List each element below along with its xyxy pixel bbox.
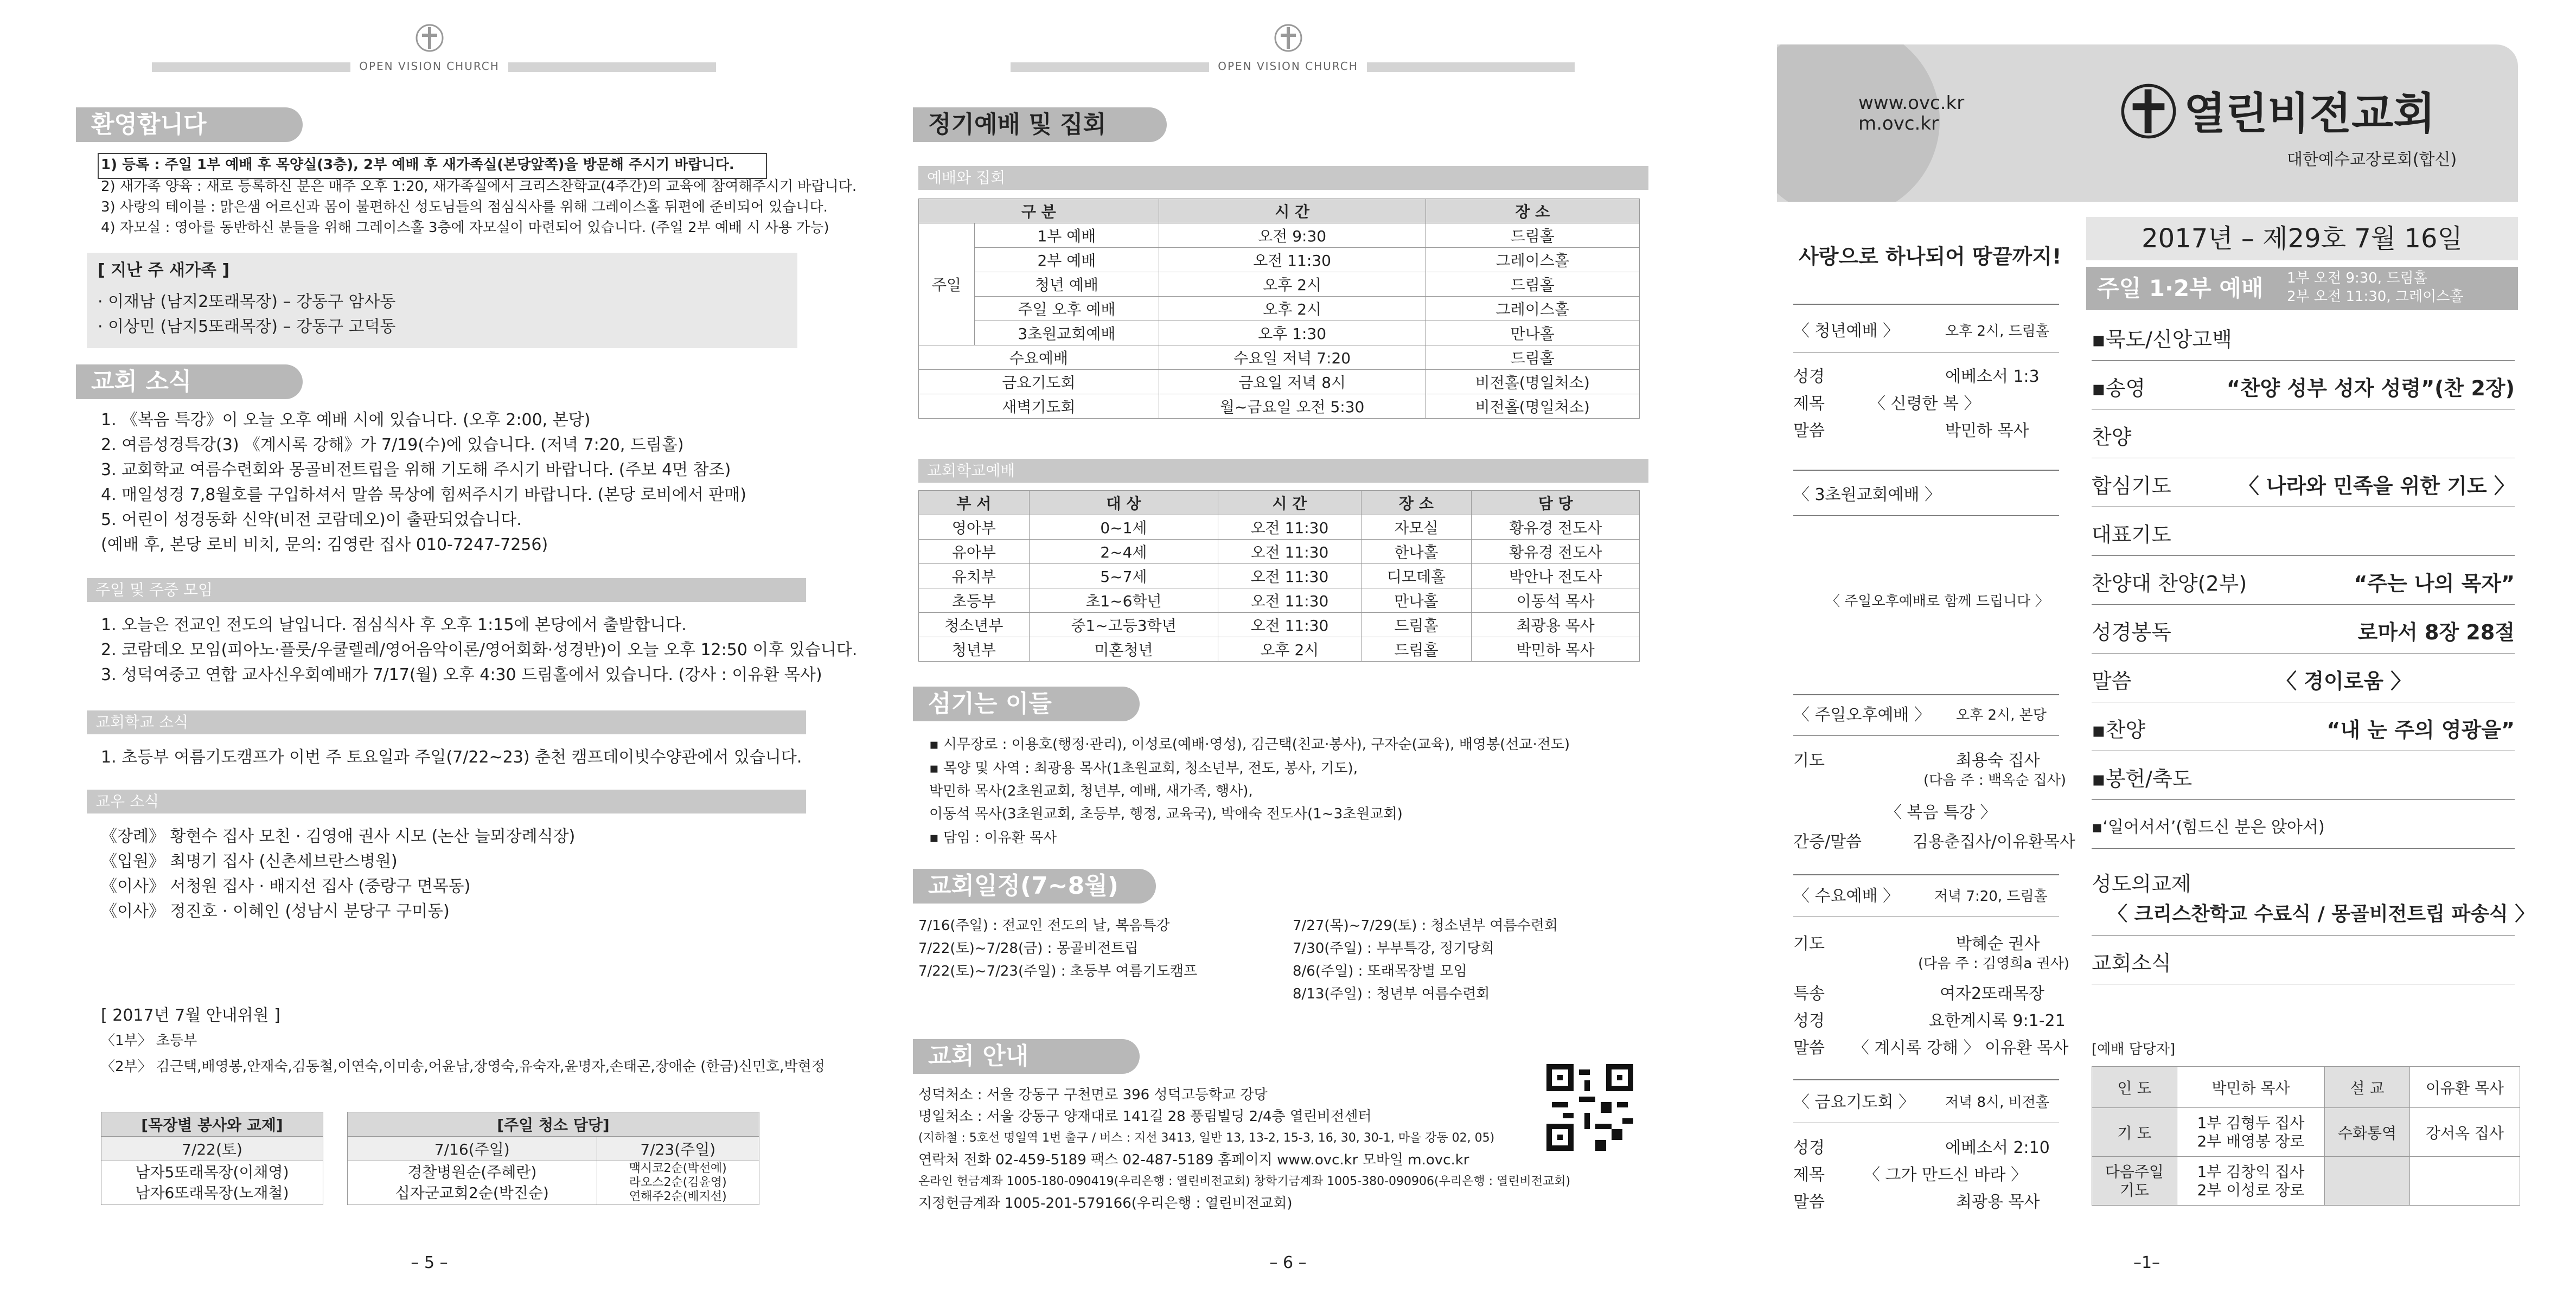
fri-value-1: 에베소서 2:10	[1945, 1138, 2050, 1157]
table-b-col-1: 7/16(주일)	[348, 1137, 597, 1161]
worship-cell: 금요일 저녁 8시	[1159, 370, 1426, 394]
fri-time: 저녁 8시, 비전홀	[1945, 1094, 2050, 1111]
duty-cell: 박민하 목사	[2177, 1067, 2325, 1108]
school-cell: 초1~6학년	[1029, 588, 1218, 613]
member-title: 교우 소식	[87, 790, 806, 813]
wed-prayer-next: (다음 주 : 김영희a 권사)	[1918, 956, 2069, 972]
youth-value-3: 박민하 목사	[1945, 421, 2029, 440]
third-title: 〈 3초원교회예배 〉	[1793, 485, 1941, 504]
school-cell: 황유경 전도사	[1472, 540, 1640, 564]
duty-cell: 1부 김형두 집사 2부 배영봉 장로	[2177, 1108, 2325, 1157]
school-cell: 오전 11:30	[1218, 588, 1361, 613]
school-cell: 디모데홀	[1361, 564, 1472, 588]
school-cell: 0~1세	[1029, 515, 1218, 540]
order-label: 성경봉독	[2092, 620, 2171, 644]
page-6	[859, 0, 1717, 1294]
school-cell: 만나홀	[1361, 588, 1472, 613]
afternoon-time: 오후 2시, 본당	[1956, 707, 2047, 723]
worship-cell: 오전 11:30	[1159, 248, 1426, 272]
school-cell: 박민하 목사	[1472, 637, 1640, 662]
schedule-right-1: 7/27(목)~7/29(토) : 청소년부 여름수련회	[1293, 918, 1558, 934]
worship-cell: 드림홀	[1426, 345, 1640, 370]
school-cell: 5~7세	[1029, 564, 1218, 588]
order-3	[2092, 421, 2515, 453]
worship-sub: 예배와 집회	[918, 166, 1648, 190]
fellowship: 성도의교제	[2092, 872, 2191, 896]
afternoon-testimony: 김용춘집사/이유환목사	[1913, 832, 2075, 851]
sunday-time-2: 2부 오전 11:30, 그레이스홀	[2287, 289, 2464, 305]
schedule-right-2: 7/30(주일) : 부부특강, 정기당회	[1293, 940, 1494, 957]
sunday-3: 3. 성덕여중고 연합 교사신우회예배가 7/17(월) 오후 4:30 드림홀에서 있습니다. (강사 : 이유환 목사)	[101, 665, 822, 684]
school-cell: 박안나 전도사	[1472, 564, 1640, 588]
school-cell: 미혼청년	[1029, 637, 1218, 662]
youth-value-1: 에베소서 1:3	[1945, 367, 2040, 386]
school-cell: 유치부	[919, 564, 1030, 588]
school-cell: 드림홀	[1361, 613, 1472, 637]
school-cell: 드림홀	[1361, 637, 1472, 662]
school-head: 시 간	[1218, 491, 1361, 515]
school-cell: 이동석 목사	[1472, 588, 1640, 613]
worship-cell: 드림홀	[1426, 272, 1640, 297]
church-name: 열린비전교회	[2184, 88, 2436, 139]
page-number-1: –1–	[2133, 1253, 2160, 1272]
duty-cell	[2409, 1157, 2520, 1206]
order-label: 합심기도	[2092, 474, 2171, 498]
order-value: 〈 나라와 민족을 위한 기도 〉	[2238, 474, 2515, 498]
schedule-right-4: 8/13(주일) : 청년부 여름수련회	[1293, 986, 1490, 1002]
table-b-c2-1: 맥시코2순(박선예)	[629, 1162, 727, 1175]
order-label: ▪묵도/신앙고백	[2092, 328, 2232, 351]
issue-date: 2017년 – 제29호 7월 16일	[2142, 223, 2463, 254]
order-value: “찬양 성부 성자 성령”(찬 2장)	[2226, 376, 2515, 400]
church-logo-icon	[0, 22, 859, 56]
newfamily-2: · 이상민 (남지5또래목장) – 강동구 고덕동	[98, 317, 396, 336]
worship-cell: 그레이스홀	[1426, 248, 1640, 272]
url-2: m.ovc.kr	[1858, 113, 1939, 134]
news-4: 4. 매일성경 7,8월호를 구입하셔서 말씀 묵상에 힘써주시기 바랍니다. (본당 로비에서 판매)	[101, 485, 746, 504]
afternoon-prayer: 최용숙 집사	[1956, 751, 2040, 770]
school-head: 담 당	[1472, 491, 1640, 515]
welcome-4: 4) 자모실 : 영아를 동반하신 분들을 위해 그레이스홀 3층에 자모실이 마련되어 있습니다. (주일 2부 예배 시 사용 가능)	[101, 220, 829, 236]
worship-cell: 금요기도회	[919, 370, 1159, 394]
worship-cell: 오후 2시	[1159, 297, 1426, 321]
schedule-left-2: 7/22(토)~7/28(금) : 몽골비전트립	[918, 940, 1139, 957]
member-3: 《이사》 서청원 집사 · 배지선 집사 (중랑구 면목동)	[101, 877, 471, 896]
wed-title: 〈 수요예배 〉	[1793, 887, 1899, 906]
school-cell: 청년부	[919, 637, 1030, 662]
school-cell: 2~4세	[1029, 540, 1218, 564]
wed-special: 여자2또래목장	[1940, 984, 2044, 1003]
school-head: 장 소	[1361, 491, 1472, 515]
school-cell: 황유경 전도사	[1472, 515, 1640, 540]
worship-cell: 오후 2시	[1159, 272, 1426, 297]
worship-cell: 비전홀(명일처소)	[1426, 394, 1640, 419]
worship-cell: 수요예배	[919, 345, 1159, 370]
wed-prayer-label: 기도	[1793, 934, 1825, 953]
school-1: 1. 초등부 여름기도캠프가 이번 주 토요일과 주일(7/22~23) 춘천 캠프데이빗수양관에서 있습니다.	[101, 748, 802, 767]
page-5	[0, 0, 859, 1294]
worship-cell: 드림홀	[1426, 223, 1640, 248]
serve-1: ▪ 시무장로 : 이용호(행정·관리), 이성로(예배·영성), 김근택(친교·봉사), 구자순(교육), 배영봉(선교·전도)	[929, 736, 1570, 753]
order-label: 말씀	[2092, 669, 2132, 693]
youth-time: 오후 2시, 드림홀	[1945, 323, 2050, 339]
url-1: www.ovc.kr	[1858, 92, 1965, 114]
info-title: 교회 안내	[913, 1039, 1140, 1074]
school-cell: 초등부	[919, 588, 1030, 613]
school-cell: 오전 11:30	[1218, 515, 1361, 540]
order-9	[2092, 714, 2515, 746]
order-8	[2092, 665, 2515, 697]
order-label: 대표기도	[2092, 523, 2171, 547]
order-1	[2092, 323, 2515, 356]
worship-cell: 만나홀	[1426, 321, 1640, 345]
info-2: 명일처소 : 서울 강동구 양재대로 141길 28 풍림빌딩 2/4층 열린비전센터	[918, 1109, 1372, 1125]
duty-cell: 설 교	[2325, 1067, 2410, 1108]
table-b-c1-2: 십자군교회2순(박진순)	[395, 1184, 549, 1202]
fri-label-1: 성경	[1793, 1138, 1825, 1157]
info-5: 온라인 헌금계좌 1005-180-090419(우리은행 : 열린비전교회) 창학기금계좌 1005-380-090906(우리은행 : 열린비전교회)	[918, 1175, 1571, 1188]
table-cleaning	[347, 1112, 759, 1205]
school-cell: 영아부	[919, 515, 1030, 540]
page-number-5: – 5 –	[411, 1253, 448, 1272]
order-label: ▪송영	[2092, 376, 2146, 400]
school-table	[918, 490, 1640, 662]
worship-cell: 수요일 저녁 7:20	[1159, 345, 1426, 370]
order-2	[2092, 372, 2515, 405]
info-3: (지하철 : 5호선 명일역 1번 출구 / 버스 : 지선 3413, 일반 13, 13-2, 15-3, 16, 30, 30-1, 마을 강동 02, 05)	[918, 1131, 1495, 1145]
worship-cell: 1부 예배	[975, 223, 1159, 248]
worship-cell: 그레이스홀	[1426, 297, 1640, 321]
order-label: ▪‘일어서서’(힘드신 분은 앉아서)	[2092, 818, 2325, 837]
newfamily-1: · 이재남 (남지2또래목장) – 강동구 암사동	[98, 292, 396, 311]
duty-cell	[2325, 1157, 2410, 1206]
afternoon-testimony-label: 간증/말씀	[1793, 832, 1862, 851]
order-6	[2092, 567, 2515, 600]
order-label: ▪찬양	[2092, 718, 2146, 742]
youth-title: 〈 청년예배 〉	[1793, 322, 1899, 341]
serve-5: ▪ 담임 : 이유환 목사	[929, 830, 1057, 846]
order-label: 찬양대 찬양(2부)	[2092, 572, 2247, 595]
order-5	[2092, 518, 2515, 551]
worship-cell: 오후 1:30	[1159, 321, 1426, 345]
table-a-head: [목장별 봉사와 교제]	[101, 1112, 323, 1137]
third-note: 〈 주일오후예배로 함께 드립니다 〉	[1826, 593, 2049, 610]
afternoon-prayer-next: (다음 주 : 백옥순 집사)	[1923, 772, 2067, 789]
afternoon-topic: 〈 복음 특강 〉	[1885, 803, 1997, 822]
news-2: 2. 여름성경특강(3) 《계시록 강해》가 7/19(수)에 있습니다. (저녁 7:20, 드림홀)	[101, 435, 684, 454]
school-cell: 한나홀	[1361, 540, 1472, 564]
table-b-col-2: 7/23(주일)	[597, 1137, 759, 1161]
member-2: 《입원》 최명기 집사 (신촌세브란스병원)	[101, 852, 398, 871]
order-11	[2092, 811, 2515, 844]
school-cell: 청소년부	[919, 613, 1030, 637]
news-1: 1. 《복음 특강》이 오늘 오후 예배 시에 있습니다. (오후 2:00, 본당)	[101, 411, 591, 430]
page-1	[1717, 0, 2576, 1294]
member-4: 《이사》 정진호 · 이혜인 (성남시 분당구 구미동)	[101, 902, 450, 921]
duty-title: [예배 담당자]	[2092, 1041, 2176, 1058]
afternoon-title: 〈 주일오후예배 〉	[1793, 706, 1931, 725]
table-fellowship	[101, 1112, 323, 1205]
worship-cell: 비전홀(명일처소)	[1426, 370, 1640, 394]
order-label: ▪봉헌/축도	[2092, 767, 2193, 791]
duty-cell: 이유환 목사	[2409, 1067, 2520, 1108]
church-en: OPEN VISION CHURCH	[350, 60, 508, 73]
wed-special-label: 특송	[1793, 984, 1825, 1003]
serve-title: 섬기는 이들	[913, 687, 1140, 721]
worship-cell: 2부 예배	[975, 248, 1159, 272]
wed-word-label: 말씀	[1793, 1039, 1825, 1058]
welcome-3: 3) 사랑의 테이블 : 맑은샘 어르신과 몸이 불편하신 성도님들의 점심식사를 위해 그레이스홀 뒤편에 준비되어 있습니다.	[101, 199, 828, 215]
church-logo-icon	[2119, 81, 2178, 141]
duty-cell: 다음주일 기도	[2092, 1157, 2177, 1206]
order-7	[2092, 616, 2515, 649]
table-b-c2-2: 라오스2순(김윤영)	[629, 1176, 727, 1189]
serve-3: 박민하 목사(2초원교회, 청년부, 예배, 새가족, 행사),	[929, 783, 1253, 799]
table-b-head: [주일 청소 담당]	[348, 1112, 759, 1137]
school-cell: 오전 11:30	[1218, 613, 1361, 637]
guide-2: 〈2부〉 김근택,배영봉,안재숙,김동철,이연숙,이미송,어윤남,장영숙,유숙자,윤명자,손태곤,장애순 (한금)신민호,박현정	[101, 1059, 825, 1075]
member-1: 《장례》 황현수 집사 모친 · 김영애 권사 시모 (논산 늘뫼장례식장)	[101, 827, 576, 846]
slogan: 사랑으로 하나되어 땅끝까지!	[1799, 245, 2062, 268]
news-5: 5. 어린이 성경동화 신약(비전 코람데오)이 출판되었습니다.	[101, 510, 522, 529]
worship-title: 정기예배 및 집회	[913, 107, 1167, 142]
guide-1: 〈1부〉 초등부	[101, 1033, 197, 1049]
order-value: “주는 나의 목자”	[2354, 572, 2515, 595]
schedule-title: 교회일정(7~8월)	[913, 869, 1156, 904]
duty-table	[2092, 1066, 2520, 1206]
worship-group: 주일	[919, 223, 975, 345]
news-title: 교회 소식	[76, 364, 303, 399]
worship-cell: 청년 예배	[975, 272, 1159, 297]
order-value: “내 눈 주의 영광을”	[2326, 718, 2515, 742]
worship-head-1: 구 분	[919, 199, 1159, 223]
order-10	[2092, 763, 2515, 795]
order-value: 〈 경이로움 〉	[2276, 669, 2412, 693]
worship-cell: 오전 9:30	[1159, 223, 1426, 248]
worship-head-2: 시 간	[1159, 199, 1426, 223]
school-head: 대 상	[1029, 491, 1218, 515]
church-news: 교회소식	[2092, 951, 2171, 975]
school-cell: 오전 11:30	[1218, 564, 1361, 588]
info-6: 지정헌금계좌 1005-201-579166(우리은행 : 열린비전교회)	[918, 1195, 1293, 1212]
school-cell: 중1~고등3학년	[1029, 613, 1218, 637]
duty-cell: 수화통역	[2325, 1108, 2410, 1157]
worship-cell: 주일 오후 예배	[975, 297, 1159, 321]
table-a-row-1: 남자5또래목장(이채영)	[135, 1163, 289, 1181]
order-value: 로마서 8장 28절	[2357, 620, 2515, 644]
sunday-1: 1. 오늘은 전교인 전도의 날입니다. 점심식사 후 오후 1:15에 본당에서 출발합니다.	[101, 616, 687, 635]
school-cell: 최광용 목사	[1472, 613, 1640, 637]
youth-value-2: 〈 신령한 복 〉	[1869, 394, 1980, 413]
serve-2: ▪ 목양 및 사역 : 최광용 목사(1초원교회, 청소년부, 전도, 봉사, 기도),	[929, 760, 1358, 777]
guide-title: [ 2017년 7월 안내위원 ]	[101, 1006, 280, 1025]
fellowship-sub: 〈 크리스찬학교 수료식 / 몽골비전트립 파송식 〉	[2108, 903, 2535, 925]
church-logo-icon	[859, 22, 1717, 56]
fri-value-2: 〈 그가 만드신 바라 〉	[1864, 1165, 2028, 1184]
duty-cell: 1부 김창익 집사 2부 이성로 장로	[2177, 1157, 2325, 1206]
wed-word: 〈 계시록 강해 〉 이유환 목사	[1853, 1039, 2069, 1058]
denomination: 대한예수교장로회(합신)	[2287, 150, 2457, 169]
youth-label-1: 성경	[1793, 367, 1825, 386]
fri-value-3: 최광용 목사	[1956, 1193, 2040, 1212]
order-label: 찬양	[2092, 425, 2132, 449]
school-cell: 유아부	[919, 540, 1030, 564]
sunday-title: 주일 및 주중 모임	[87, 578, 806, 602]
schedule-right-3: 8/6(주일) : 또래목장별 모임	[1293, 963, 1467, 979]
news-3: 3. 교회학교 여름수련회와 몽골비전트립을 위해 기도해 주시기 바랍니다. (주보 4면 참조)	[101, 460, 731, 479]
school-cell: 오전 11:30	[1218, 540, 1361, 564]
school-sub: 교회학교예배	[918, 459, 1648, 483]
news-6: (예배 후, 본당 로비 비치, 문의: 김영란 집사 010-7247-7256)	[101, 535, 548, 554]
youth-label-3: 말씀	[1793, 421, 1825, 440]
fri-label-3: 말씀	[1793, 1193, 1825, 1212]
wed-bible-label: 성경	[1793, 1011, 1825, 1030]
school-head: 부 서	[919, 491, 1030, 515]
serve-4: 이동석 목사(3초원교회, 초등부, 행정, 교육국), 박애숙 전도사(1~3초원교회)	[929, 806, 1403, 822]
afternoon-prayer-label: 기도	[1793, 751, 1825, 770]
table-a-row-2: 남자6또래목장(노재철)	[135, 1184, 289, 1202]
worship-cell: 3초원교회예배	[975, 321, 1159, 345]
worship-head-3: 장 소	[1426, 199, 1640, 223]
worship-table	[918, 198, 1640, 419]
worship-cell: 새벽기도회	[919, 394, 1159, 419]
info-1: 성덕처소 : 서울 강동구 구천면로 396 성덕고등학교 강당	[918, 1087, 1268, 1103]
sunday-time-1: 1부 오전 9:30, 드림홀	[2287, 270, 2427, 286]
duty-cell: 인 도	[2092, 1067, 2177, 1108]
school-cell: 오후 2시	[1218, 637, 1361, 662]
schedule-left-3: 7/22(토)~7/23(주일) : 초등부 여름기도캠프	[918, 963, 1198, 979]
page-number-6: – 6 –	[1269, 1253, 1307, 1272]
table-b-c1-1: 경찰병원순(주혜란)	[407, 1163, 537, 1181]
order-4	[2092, 470, 2515, 502]
welcome-1: 1) 등록 : 주일 1부 예배 후 목양실(3층), 2부 예배 후 새가족실(본당앞쪽)을 방문해 주시기 바랍니다.	[101, 157, 734, 173]
qr-code-icon	[1546, 1064, 1633, 1151]
schedule-left-1: 7/16(주일) : 전교인 전도의 날, 복음특강	[918, 918, 1170, 934]
sunday-2: 2. 코람데오 모임(피아노·플룻/우쿨렐레/영어음악이론/영어회화·성경반)이 오늘 오후 12:50 이후 있습니다.	[101, 640, 858, 659]
church-en: OPEN VISION CHURCH	[1209, 60, 1367, 73]
duty-cell: 기 도	[2092, 1108, 2177, 1157]
wed-prayer: 박혜순 권사	[1956, 934, 2040, 953]
info-4: 연락처 전화 02-459-5189 팩스 02-487-5189 홈페이지 www.ovc.kr 모바일 m.ovc.kr	[918, 1152, 1469, 1168]
wed-bible: 요한계시록 9:1-21	[1929, 1011, 2066, 1030]
welcome-title: 환영합니다	[76, 107, 303, 142]
fri-label-2: 제목	[1793, 1165, 1825, 1184]
school-title: 교회학교 소식	[87, 710, 806, 734]
sunday-label: 주일 1·2부 예배	[2097, 275, 2264, 302]
welcome-2: 2) 새가족 양육 : 새로 등록하신 분은 매주 오후 1:20, 새가족실에서 크리스찬학교(4주간)의 교육에 참여해주시기 바랍니다.	[101, 178, 857, 195]
newfamily-title: [ 지난 주 새가족 ]	[98, 261, 230, 280]
fri-title: 〈 금요기도회 〉	[1793, 1093, 1915, 1112]
table-b-c2-3: 연해주2순(배지선)	[629, 1190, 727, 1203]
youth-label-2: 제목	[1793, 394, 1825, 413]
wed-time: 저녁 7:20, 드림홀	[1934, 888, 2048, 905]
worship-cell: 월~금요일 오전 5:30	[1159, 394, 1426, 419]
duty-cell: 강서옥 집사	[2409, 1108, 2520, 1157]
table-a-date: 7/22(토)	[101, 1137, 323, 1161]
school-cell: 자모실	[1361, 515, 1472, 540]
